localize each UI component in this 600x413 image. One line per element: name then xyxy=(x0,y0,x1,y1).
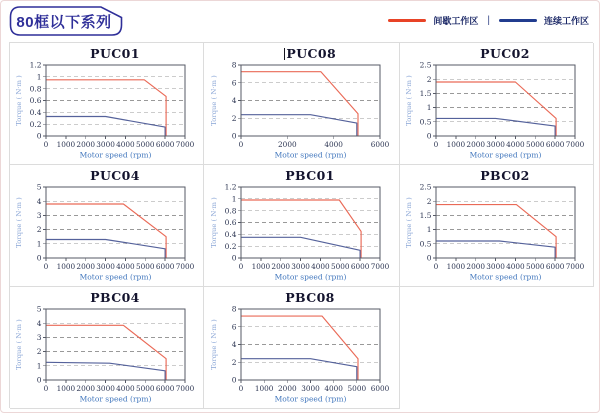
x-tick-label: 5000 xyxy=(135,262,155,271)
x-tick-label: 4000 xyxy=(323,384,343,393)
continuous-series-line xyxy=(46,117,165,137)
continuous-series-line xyxy=(46,362,165,380)
x-tick-label: 4000 xyxy=(310,262,330,271)
plot-border xyxy=(241,309,380,380)
y-tick-label: 1 xyxy=(426,225,431,235)
chart-plot xyxy=(208,183,396,284)
x-tick-label: 2000 xyxy=(75,262,95,271)
y-tick-label: 0.6 xyxy=(224,218,236,228)
x-axis-label: Motor speed (rpm) xyxy=(79,394,151,404)
x-tick-label: 7000 xyxy=(370,262,389,271)
y-axis-label: Torque ( N·m ) xyxy=(209,197,218,248)
chart-title: PUC08 xyxy=(208,46,396,61)
y-tick-label: 8 xyxy=(231,305,236,314)
chart-plot xyxy=(13,305,201,406)
y-tick-label: 4 xyxy=(231,340,236,350)
chart-cell-PUC01 xyxy=(10,43,204,165)
y-tick-label: 0 xyxy=(36,253,41,263)
x-tick-label: 0 xyxy=(43,262,48,271)
intermittent-series-line xyxy=(241,72,358,136)
x-tick-label: 5000 xyxy=(525,262,545,271)
chart-cell-PUC02 xyxy=(400,43,594,165)
y-axis-label: Torque ( N·m ) xyxy=(209,319,218,370)
x-tick-label: 3000 xyxy=(485,262,505,271)
chart-cell-PBC08 xyxy=(204,287,400,409)
x-tick-label: 6000 xyxy=(545,262,564,271)
y-axis-label: Torque ( N·m ) xyxy=(14,75,23,126)
chart-plot xyxy=(208,61,396,162)
y-tick-label: 0.4 xyxy=(29,107,41,117)
chart-cell-PUC08 xyxy=(204,43,400,165)
plot-border xyxy=(436,65,575,136)
continuous-series-line xyxy=(241,237,360,258)
x-tick-label: 1000 xyxy=(254,384,273,393)
x-tick-label: 6000 xyxy=(545,140,564,149)
y-tick-label: 0 xyxy=(36,131,41,141)
y-axis-label: Torque ( N·m ) xyxy=(14,197,23,248)
y-tick-label: 4 xyxy=(36,318,41,328)
x-tick-label: 6000 xyxy=(155,140,174,149)
x-tick-label: 3000 xyxy=(95,262,115,271)
y-tick-label: 5 xyxy=(36,183,41,192)
x-axis-label: Motor speed (rpm) xyxy=(274,150,346,160)
chart-grid xyxy=(9,42,593,408)
y-axis-label: Torque ( N·m ) xyxy=(404,197,413,248)
x-tick-label: 6000 xyxy=(155,262,174,271)
chart-plot xyxy=(13,183,201,284)
y-tick-label: 0.5 xyxy=(419,239,431,249)
x-tick-label: 7000 xyxy=(175,262,194,271)
chart-plot xyxy=(403,61,591,162)
x-tick-label: 2000 xyxy=(75,140,95,149)
x-axis-label: Motor speed (rpm) xyxy=(469,272,541,282)
y-tick-label: 0.4 xyxy=(224,229,236,239)
y-tick-label: 8 xyxy=(231,61,236,70)
y-tick-label: 4 xyxy=(36,196,41,206)
chart-plot xyxy=(13,61,201,162)
intermittent-line-swatch xyxy=(388,19,426,22)
x-tick-label: 3000 xyxy=(485,140,505,149)
y-tick-label: 5 xyxy=(36,305,41,314)
y-tick-label: 0.8 xyxy=(29,84,41,94)
plot-border xyxy=(46,309,185,380)
x-tick-label: 4000 xyxy=(505,262,525,271)
intermittent-series-line xyxy=(46,80,166,136)
continuous-series-line xyxy=(436,118,555,136)
x-tick-label: 5000 xyxy=(135,140,155,149)
x-tick-label: 2000 xyxy=(270,262,290,271)
x-tick-label: 0 xyxy=(43,140,48,149)
intermittent-series-line xyxy=(436,82,556,136)
x-tick-label: 1000 xyxy=(251,262,270,271)
x-tick-label: 7000 xyxy=(565,140,584,149)
chart-title: PBC04 xyxy=(90,290,140,305)
chart-cell-PBC02 xyxy=(400,165,594,287)
y-tick-label: 3 xyxy=(36,211,41,220)
continuous-label: 连续工作区 xyxy=(543,15,589,26)
y-tick-label: 1 xyxy=(36,72,41,82)
x-tick-label: 5000 xyxy=(525,140,545,149)
chart-title: PUC02 xyxy=(480,46,530,61)
y-tick-label: 0 xyxy=(36,375,41,385)
x-tick-label: 7000 xyxy=(565,262,584,271)
x-tick-label: 0 xyxy=(238,140,243,149)
y-tick-label: 2 xyxy=(231,357,236,367)
y-tick-label: 2 xyxy=(36,347,41,357)
x-tick-label: 6000 xyxy=(155,384,174,393)
empty-cell xyxy=(400,287,594,409)
y-tick-label: 1.2 xyxy=(29,61,41,70)
y-tick-label: 0 xyxy=(231,253,236,263)
chart-title: PUC04 xyxy=(90,168,140,183)
intermittent-series-line xyxy=(436,205,556,258)
y-tick-label: 1 xyxy=(231,194,236,204)
x-tick-label: 2000 xyxy=(465,262,485,271)
x-tick-label: 1000 xyxy=(56,384,75,393)
y-tick-label: 0 xyxy=(231,375,236,385)
x-axis-label: Motor speed (rpm) xyxy=(274,272,346,282)
chart-cell-PBC01 xyxy=(204,165,400,287)
x-tick-label: 1000 xyxy=(56,140,75,149)
x-axis-label: Motor speed (rpm) xyxy=(274,394,346,404)
x-tick-label: 0 xyxy=(433,140,438,149)
x-tick-label: 2000 xyxy=(277,384,297,393)
y-tick-label: 1 xyxy=(426,103,431,113)
y-axis-label: Torque ( N·m ) xyxy=(209,75,218,126)
chart-title: PBC02 xyxy=(480,168,530,183)
x-tick-label: 0 xyxy=(238,384,243,393)
x-tick-label: 4000 xyxy=(115,140,135,149)
chart-title: PUC01 xyxy=(90,46,140,61)
chart-title: PBC08 xyxy=(285,290,335,305)
x-tick-label: 4000 xyxy=(323,140,343,149)
plot-border xyxy=(46,187,185,258)
y-tick-label: 2 xyxy=(426,196,431,206)
x-tick-label: 4000 xyxy=(115,262,135,271)
chart-cell-PBC04 xyxy=(10,287,204,409)
y-tick-label: 6 xyxy=(231,322,236,332)
y-tick-label: 1 xyxy=(36,361,41,371)
series-tag-label: 80框以下系列 xyxy=(16,13,112,31)
x-tick-label: 1000 xyxy=(446,140,465,149)
y-tick-label: 1.5 xyxy=(419,211,431,220)
y-axis-label: Torque ( N·m ) xyxy=(14,319,23,370)
x-tick-label: 7000 xyxy=(175,140,194,149)
x-tick-label: 4000 xyxy=(505,140,525,149)
x-tick-label: 3000 xyxy=(95,384,115,393)
y-tick-label: 0.6 xyxy=(29,96,41,106)
y-axis-label: Torque ( N·m ) xyxy=(404,75,413,126)
x-axis-label: Motor speed (rpm) xyxy=(79,150,151,160)
chart-cell-PUC04 xyxy=(10,165,204,287)
legend xyxy=(388,13,589,27)
x-tick-label: 1000 xyxy=(446,262,465,271)
intermittent-series-line xyxy=(46,325,166,380)
chart-title: PBC01 xyxy=(285,168,335,183)
y-tick-label: 2.5 xyxy=(419,61,431,70)
x-tick-label: 4000 xyxy=(115,384,135,393)
y-tick-label: 0.5 xyxy=(419,117,431,127)
x-tick-label: 0 xyxy=(43,384,48,393)
plot-border xyxy=(241,187,380,258)
intermittent-label: 间歇工作区 xyxy=(433,15,479,26)
y-tick-label: 1 xyxy=(36,239,41,249)
chart-plot xyxy=(208,305,396,406)
plot-border xyxy=(241,65,380,136)
x-tick-label: 6000 xyxy=(370,384,389,393)
x-tick-label: 7000 xyxy=(175,384,194,393)
x-tick-label: 5000 xyxy=(330,262,350,271)
y-tick-label: 2 xyxy=(231,113,236,123)
x-tick-label: 3000 xyxy=(300,384,320,393)
y-tick-label: 3 xyxy=(36,333,41,342)
x-tick-label: 0 xyxy=(238,262,243,271)
x-tick-label: 6000 xyxy=(370,140,389,149)
y-tick-label: 6 xyxy=(231,78,236,88)
x-tick-label: 5000 xyxy=(135,384,155,393)
x-axis-label: Motor speed (rpm) xyxy=(469,150,541,160)
y-tick-label: 2 xyxy=(36,225,41,235)
x-tick-label: 3000 xyxy=(290,262,310,271)
series-tag xyxy=(9,6,123,36)
x-tick-label: 5000 xyxy=(347,384,366,393)
x-tick-label: 2000 xyxy=(75,384,95,393)
y-tick-label: 2 xyxy=(426,74,431,84)
y-tick-label: 1.5 xyxy=(419,89,431,98)
x-tick-label: 6000 xyxy=(350,262,369,271)
text-cursor-artifact xyxy=(284,48,286,60)
x-tick-label: 1000 xyxy=(56,262,75,271)
y-tick-label: 0.8 xyxy=(224,206,236,216)
x-tick-label: 2000 xyxy=(277,140,297,149)
y-tick-label: 0 xyxy=(426,131,431,141)
plot-border xyxy=(46,65,185,136)
y-tick-label: 2.5 xyxy=(419,183,431,192)
topbar xyxy=(1,1,599,42)
x-tick-label: 2000 xyxy=(465,140,485,149)
y-tick-label: 0 xyxy=(231,131,236,141)
continuous-line-swatch xyxy=(499,19,537,22)
intermittent-series-line xyxy=(241,200,361,258)
y-tick-label: 0.2 xyxy=(224,241,236,251)
y-tick-label: 4 xyxy=(231,96,236,106)
y-tick-label: 0.2 xyxy=(29,119,41,129)
x-tick-label: 0 xyxy=(433,262,438,271)
y-tick-label: 0 xyxy=(426,253,431,263)
y-tick-label: 1.2 xyxy=(224,183,236,192)
x-tick-label: 3000 xyxy=(95,140,115,149)
chart-plot xyxy=(403,183,591,284)
continuous-series-line xyxy=(46,240,165,259)
intermittent-series-line xyxy=(241,316,358,380)
intermittent-series-line xyxy=(46,204,166,258)
x-axis-label: Motor speed (rpm) xyxy=(79,272,151,282)
legend-separator: | xyxy=(487,14,490,26)
